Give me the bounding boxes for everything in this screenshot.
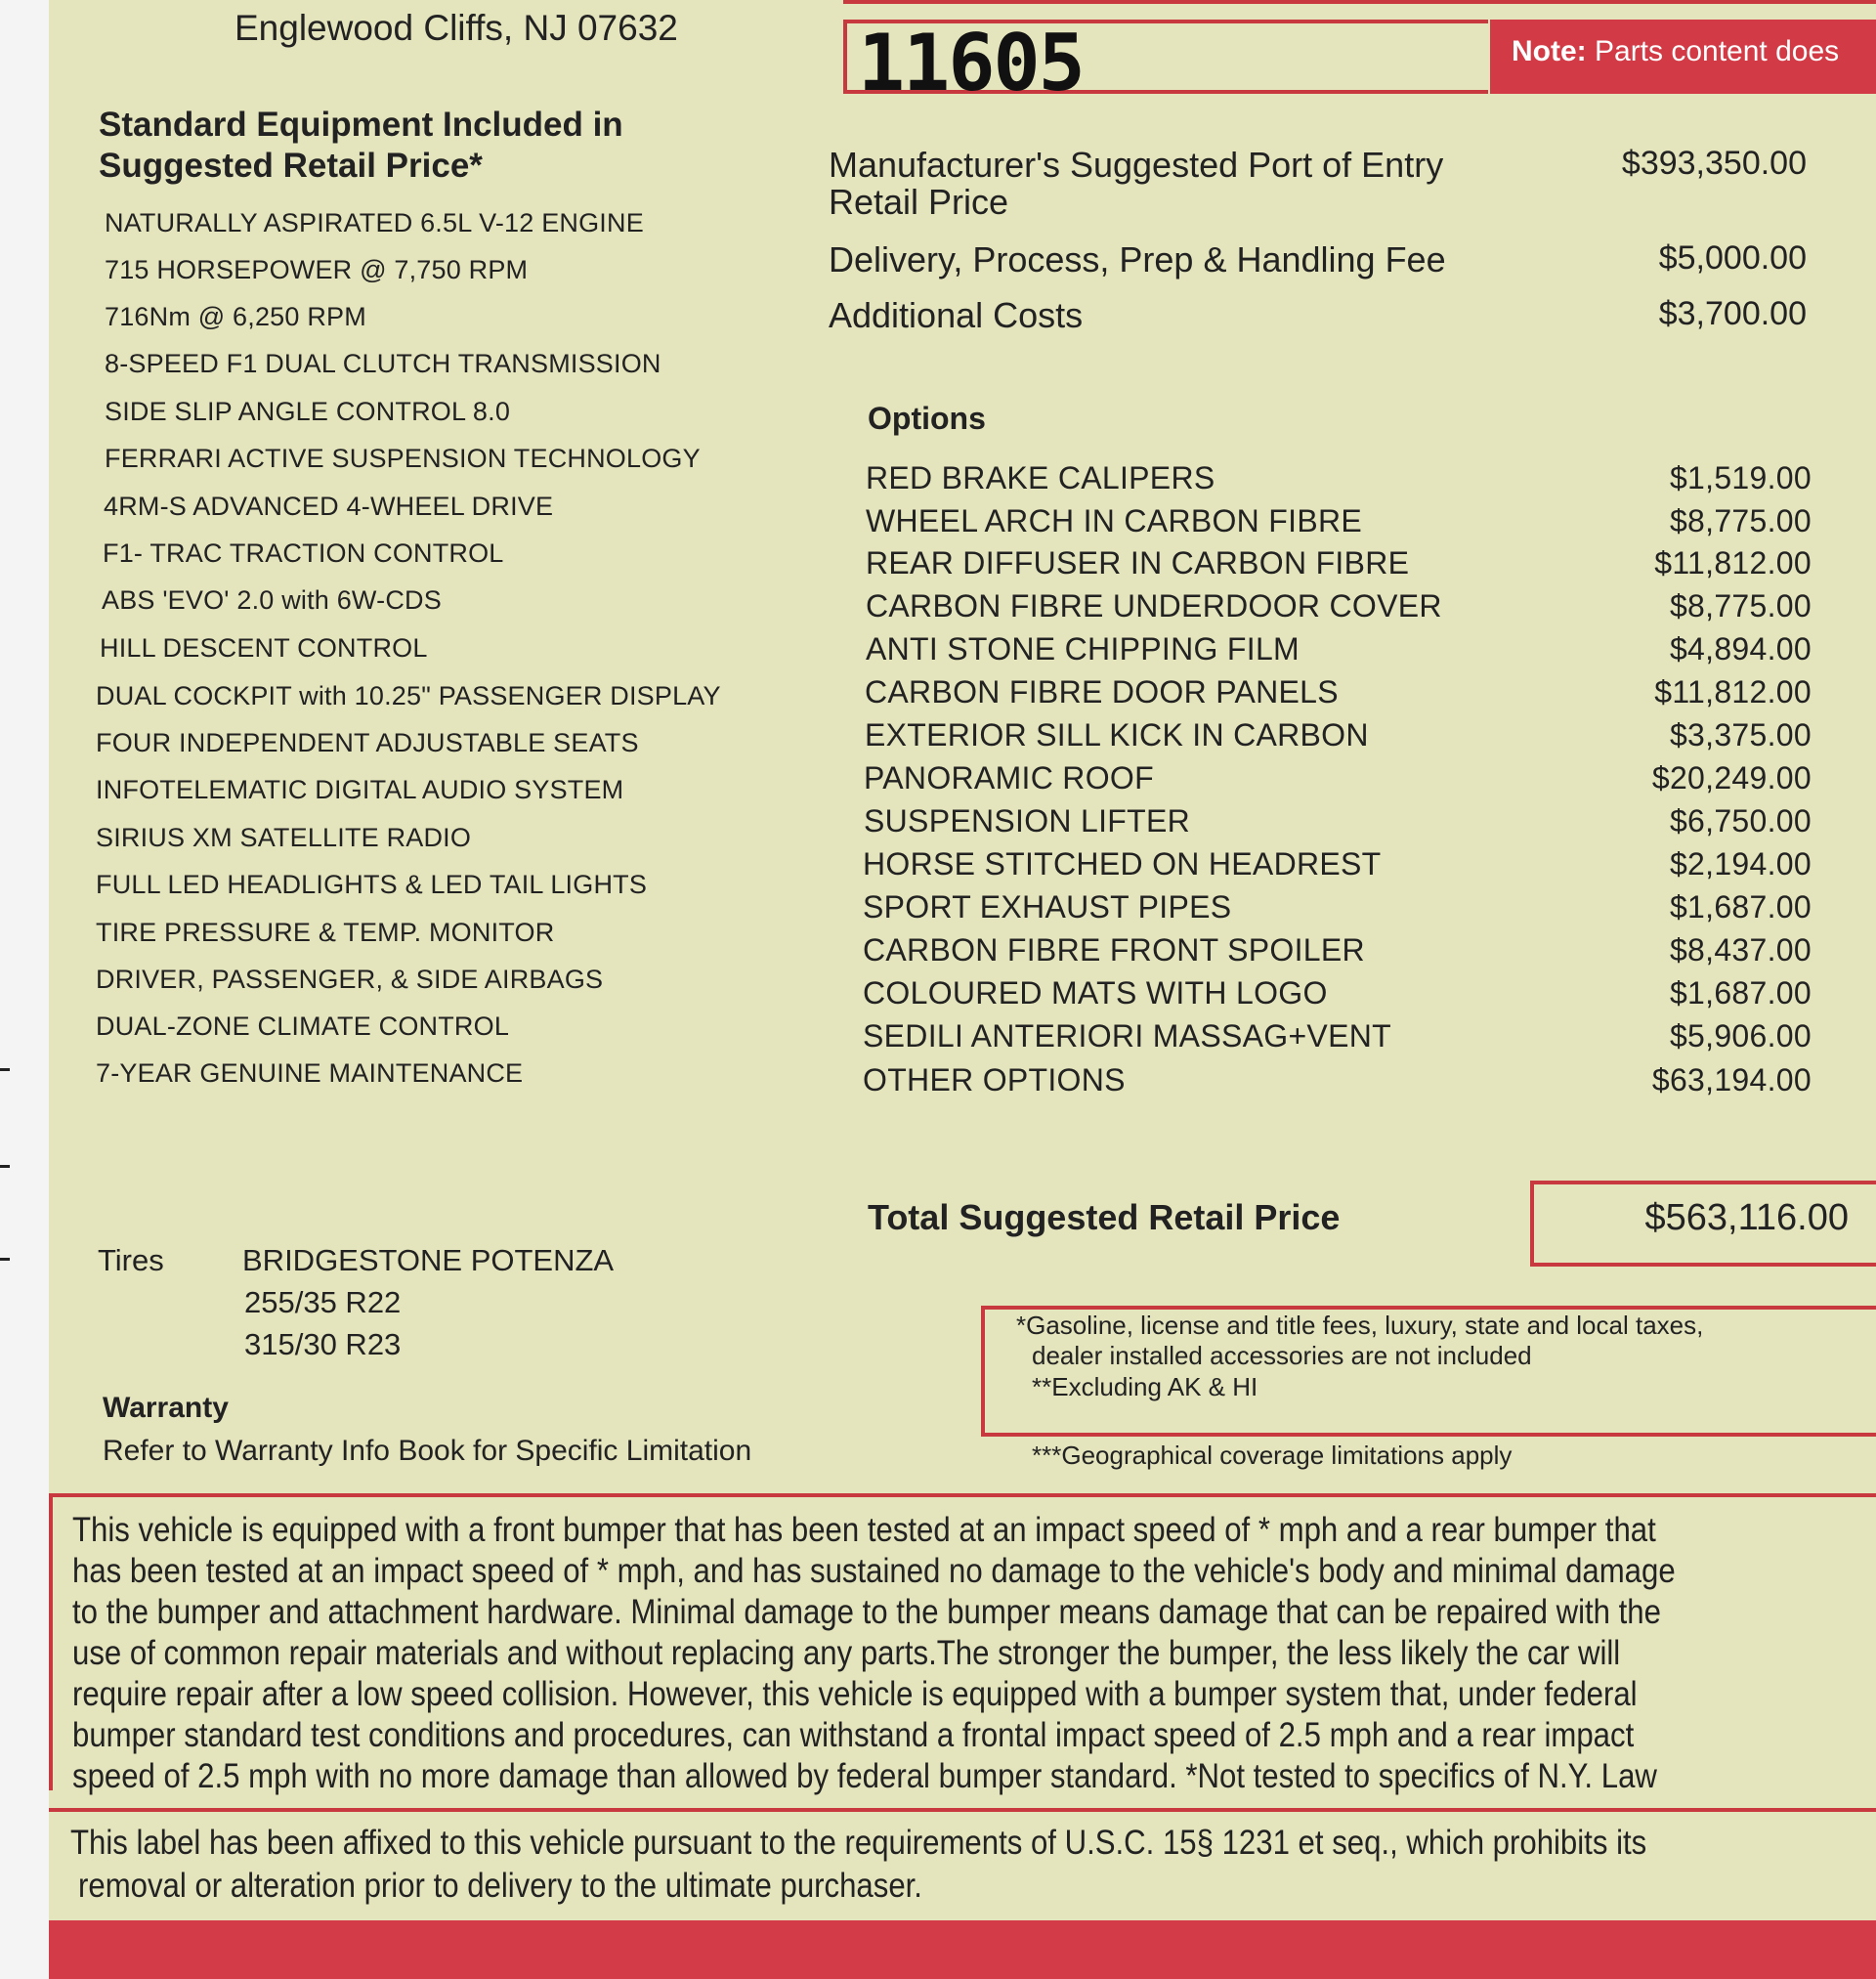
option-name: EXTERIOR SILL KICK IN CARBON: [865, 717, 1369, 753]
footnote-line: **Excluding AK & HI: [1032, 1372, 1258, 1401]
option-price: $8,437.00: [1669, 932, 1812, 968]
warranty-heading: Warranty: [103, 1392, 229, 1424]
tire-size-rear: 315/30 R23: [244, 1327, 402, 1361]
option-name: REAR DIFFUSER IN CARBON FIBRE: [866, 545, 1410, 581]
equipment-item: 716Nm @ 6,250 RPM: [105, 302, 366, 331]
equipment-item: DRIVER, PASSENGER, & SIDE AIRBAGS: [96, 965, 604, 994]
equipment-item: 4RM-S ADVANCED 4-WHEEL DRIVE: [104, 492, 554, 521]
sticker-id-number: 11605: [858, 18, 1084, 108]
additional-costs-amount: $3,700.00: [1658, 295, 1807, 332]
option-name: HORSE STITCHED ON HEADREST: [863, 846, 1382, 882]
option-name: CARBON FIBRE FRONT SPOILER: [863, 932, 1365, 968]
equipment-item: DUAL-ZONE CLIMATE CONTROL: [96, 1011, 510, 1041]
option-price: $11,812.00: [1654, 545, 1812, 581]
total-label: Total Suggested Retail Price: [868, 1197, 1341, 1237]
option-price: $8,775.00: [1669, 503, 1812, 538]
dealer-address: Englewood Cliffs, NJ 07632: [234, 8, 678, 48]
label-notice-line: removal or alteration prior to delivery to the ultimate purchaser.: [78, 1867, 922, 1905]
option-price: $5,906.00: [1669, 1018, 1812, 1054]
equipment-item: INFOTELEMATIC DIGITAL AUDIO SYSTEM: [96, 775, 624, 804]
equipment-item: F1- TRAC TRACTION CONTROL: [103, 538, 504, 568]
standard-equipment-heading: [99, 105, 623, 187]
bumper-notice-line: to the bumper and attachment hardware. Minimal damage to the bumper means damage that can be repaired with the: [72, 1593, 1661, 1631]
top-rule: [843, 0, 1876, 4]
edge-tick: [0, 1258, 10, 1261]
option-price: $6,750.00: [1669, 803, 1812, 839]
standard-equipment-heading-line1: Standard Equipment Included in: [99, 106, 623, 144]
option-name: CARBON FIBRE DOOR PANELS: [865, 674, 1339, 710]
option-price: $3,375.00: [1669, 717, 1812, 753]
option-name: SPORT EXHAUST PIPES: [863, 889, 1232, 925]
equipment-item: NATURALLY ASPIRATED 6.5L V-12 ENGINE: [105, 208, 644, 237]
equipment-item: 7-YEAR GENUINE MAINTENANCE: [96, 1058, 524, 1088]
option-name: CARBON FIBRE UNDERDOOR COVER: [866, 588, 1442, 624]
option-price: $1,687.00: [1669, 975, 1812, 1011]
bumper-notice-line: require repair after a low speed collision. However, this vehicle is equipped with a bumper system that, under federal: [72, 1675, 1638, 1713]
additional-costs-label: Additional Costs: [829, 295, 1084, 335]
note-text: Parts content does: [1595, 35, 1840, 67]
delivery-fee-amount: $5,000.00: [1658, 239, 1807, 277]
option-price: $4,894.00: [1669, 631, 1812, 667]
note-banner: [1490, 20, 1876, 94]
edge-tick: [0, 1068, 10, 1071]
bumper-notice-line: use of common repair materials and without replacing any parts.The stronger the bumper, the less likely the car will: [72, 1634, 1621, 1672]
equipment-item: DUAL COCKPIT with 10.25" PASSENGER DISPLAY: [96, 681, 721, 710]
option-name: OTHER OPTIONS: [863, 1062, 1126, 1097]
equipment-item: 8-SPEED F1 DUAL CLUTCH TRANSMISSION: [105, 349, 661, 378]
option-price: $63,194.00: [1651, 1062, 1812, 1097]
edge-tick: [0, 1165, 10, 1168]
equipment-item: FULL LED HEADLIGHTS & LED TAIL LIGHTS: [96, 870, 648, 899]
bumper-notice-line: This vehicle is equipped with a front bumper that has been tested at an impact speed of * mph and a rear bumper that: [72, 1511, 1656, 1549]
total-amount: $563,116.00: [1644, 1197, 1849, 1238]
equipment-item: SIRIUS XM SATELLITE RADIO: [96, 823, 472, 852]
option-name: ANTI STONE CHIPPING FILM: [866, 631, 1300, 667]
window-sticker: [49, 0, 1876, 1979]
equipment-item: HILL DESCENT CONTROL: [100, 633, 428, 663]
note-label: Note:: [1512, 35, 1587, 67]
option-price: $1,519.00: [1669, 460, 1812, 495]
equipment-item: SIDE SLIP ANGLE CONTROL 8.0: [105, 397, 511, 426]
notice-divider: [49, 1493, 1876, 1497]
footnote-line: ***Geographical coverage limitations apply: [1032, 1441, 1513, 1470]
option-price: $1,687.00: [1669, 889, 1812, 925]
option-price: $20,249.00: [1651, 760, 1812, 796]
option-name: SUSPENSION LIFTER: [864, 803, 1191, 839]
label-notice-line: This label has been affixed to this vehicle pursuant to the requirements of U.S.C. 15§ 1231 et seq., which prohibits its: [70, 1824, 1647, 1862]
warranty-text: Refer to Warranty Info Book for Specific Limitation: [103, 1435, 752, 1467]
equipment-item: FERRARI ACTIVE SUSPENSION TECHNOLOGY: [105, 444, 701, 473]
notice-border-left: [49, 1497, 53, 1790]
option-name: COLOURED MATS WITH LOGO: [863, 975, 1328, 1011]
tires-label: Tires: [98, 1243, 164, 1277]
photo-margin-left: [0, 0, 49, 1979]
standard-equipment-heading-line2: Suggested Retail Price*: [99, 147, 483, 185]
bumper-notice-line: bumper standard test conditions and procedures, can withstand a frontal impact speed of 2.5 mph and a rear impact: [72, 1716, 1635, 1754]
msrp-label-line1: Manufacturer's Suggested Port of Entry: [829, 145, 1444, 185]
msrp-amount: $393,350.00: [1621, 145, 1807, 182]
option-name: RED BRAKE CALIPERS: [866, 460, 1215, 495]
option-name: SEDILI ANTERIORI MASSAG+VENT: [863, 1018, 1391, 1054]
tire-brand: BRIDGESTONE POTENZA: [242, 1243, 615, 1277]
msrp-label: [829, 147, 1443, 221]
equipment-item: FOUR INDEPENDENT ADJUSTABLE SEATS: [96, 728, 639, 757]
equipment-item: ABS 'EVO' 2.0 with 6W-CDS: [102, 585, 442, 615]
option-price: $11,812.00: [1654, 674, 1812, 710]
msrp-label-line2: Retail Price: [829, 182, 1009, 222]
delivery-fee-label: Delivery, Process, Prep & Handling Fee: [829, 239, 1446, 280]
bumper-notice-line: has been tested at an impact speed of * mph, and has sustained no damage to the vehicle's body and minimal damage: [72, 1552, 1676, 1590]
option-name: WHEEL ARCH IN CARBON FIBRE: [866, 503, 1363, 538]
footnote-line: *Gasoline, license and title fees, luxury, state and local taxes,: [1016, 1311, 1704, 1340]
equipment-item: 715 HORSEPOWER @ 7,750 RPM: [105, 255, 529, 284]
option-price: $2,194.00: [1669, 846, 1812, 882]
option-price: $8,775.00: [1669, 588, 1812, 624]
footnote-line: dealer installed accessories are not included: [1032, 1341, 1532, 1370]
bumper-notice-line: speed of 2.5 mph with no more damage than allowed by federal bumper standard. *Not tested to specifics of N.Y. Law: [72, 1757, 1657, 1795]
option-name: PANORAMIC ROOF: [864, 760, 1154, 796]
bottom-red-band: [49, 1920, 1876, 1979]
options-heading: Options: [868, 401, 986, 436]
tire-size-front: 255/35 R22: [244, 1285, 402, 1319]
label-notice-divider: [49, 1808, 1876, 1812]
equipment-item: TIRE PRESSURE & TEMP. MONITOR: [96, 918, 555, 947]
